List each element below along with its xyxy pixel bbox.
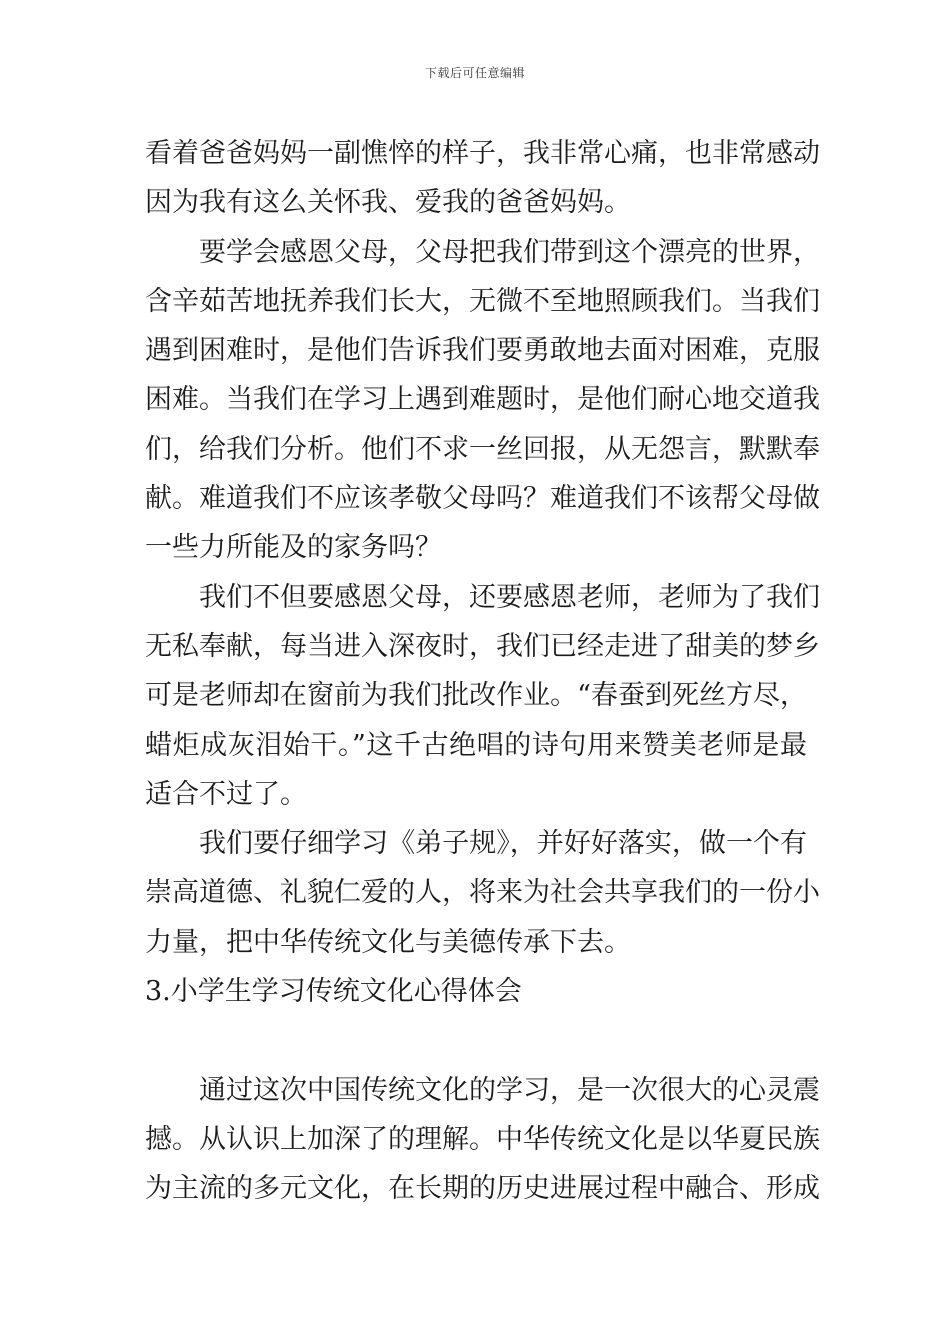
text-line: 要学会感恩父母，父母把我们带到这个漂亮的世界， [199,236,820,268]
text-line: 因为我有这么关怀我、爱我的爸爸妈妈。 [145,187,631,219]
text-line: 无私奉献，每当进入深夜时，我们已经走进了甜美的梦乡 [145,630,820,662]
page-header: 下载后可任意编辑 [424,66,525,80]
text-line: 献。难道我们不应该孝敬父母吗？难道我们不该帮父母做 [145,483,820,515]
section-heading: 3.小学生学习传统文化心得体会 [145,976,522,1008]
text-line: 崇高道德、礼貌仁爱的人，将来为社会共享我们的一份小 [145,877,820,909]
text-line: 我们要仔细学习《弟子规》，并好好落实，做一个有 [199,828,807,860]
text-line: 含辛茹苦地抚养我们长大，无微不至地照顾我们。当我们 [145,285,820,317]
text-line: 看着爸爸妈妈一副憔悴的样子，我非常心痛，也非常感动 [145,138,820,169]
document-body [145,129,820,1214]
text-line: 为主流的多元文化，在长期的历史进展过程中融合、形成 [145,1173,820,1205]
text-line: 我们不但要感恩父母，还要感恩老师，老师为了我们 [199,581,820,613]
text-line: 适合不过了。 [145,778,307,810]
text-line: 通过这次中国传统文化的学习，是一次很大的心灵震 [199,1074,820,1106]
text-line: 可是老师却在窗前为我们批改作业。“春蚕到死丝方尽， [145,680,807,712]
text-line: 们，给我们分析。他们不求一丝回报，从无怨言，默默奉 [145,433,820,465]
blank-line [145,1016,807,1065]
text-line: 撼。从认识上加深了的理解。中华传统文化是以华夏民族 [145,1123,820,1155]
text-line: 一些力所能及的家务吗？ [145,532,442,564]
text-line: 困难。当我们在学习上遇到难题时，是他们耐心地交道我 [145,384,820,416]
text-line: 遇到困难时，是他们告诉我们要勇敢地去面对困难，克服 [145,335,820,367]
text-line: 力量，把中华传统文化与美德传承下去。 [145,926,631,958]
text-line: 蜡炬成灰泪始干。”这千古绝唱的诗句用来赞美老师是最 [145,729,807,761]
